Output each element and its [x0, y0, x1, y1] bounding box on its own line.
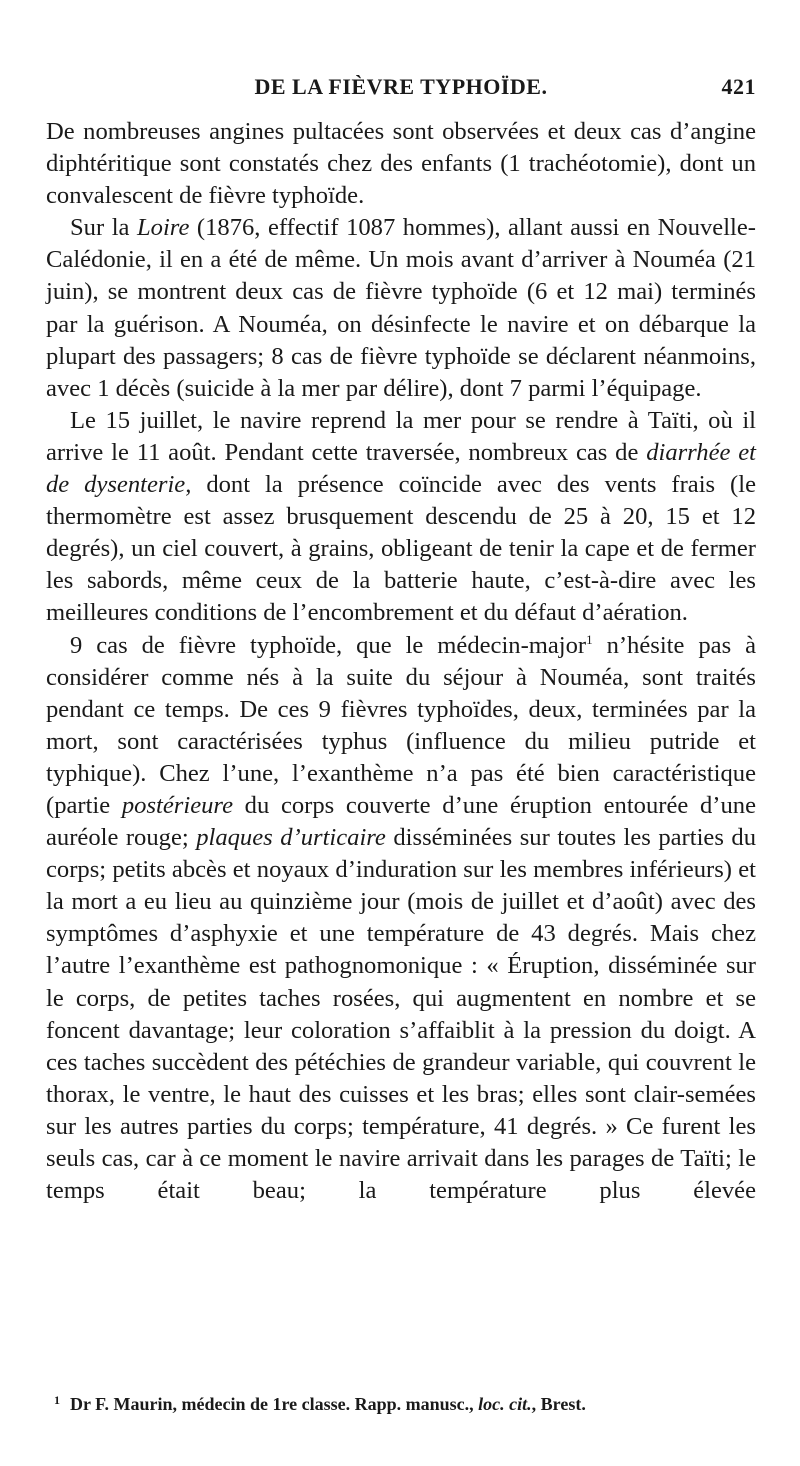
page: [46, 74, 756, 1207]
body-text: [46, 116, 756, 1207]
paragraph-text: n’hésite pas à considérer comme nés à la suite du séjour à Nouméa, sont traités pendant ce temps. De ces 9 fièvres typhoïdes, deux, terminées par la mort, sont caractérisées typhus (influence du milieu putride et typhique). Chez l’une, l’exanthème n’a pas été bien caractéristique (partie: [46, 631, 756, 819]
paragraph-text: dont la présence coïncide avec des vents frais (le thermomètre est assez brusquement descendu de 25 à 20, 15 et 12 degrés), un ciel couvert, à grains, obligeant de tenir la cape et de fermer les sabords, même ceux de la batterie haute, c’est-à-dire avec les meilleures conditions de l’encombrement et du défaut d’aération.: [46, 471, 757, 627]
paragraph-text: du corps couverte d’une éruption entourée d’une auréole rouge;: [46, 791, 756, 852]
page-number: 421: [721, 74, 756, 99]
paragraph-text: De nombreuses angines pultacées sont observées et deux cas d’angine diphtéritique sont constatés chez des enfants (1 trachéotomie), dont un convalescent de fièvre typhoïde.: [46, 118, 756, 210]
paragraph-text: Le 15 juillet, le navire reprend la mer pour se rendre à Taïti, où il arrive le 11 août. Pendant cette traversée, nombreux cas de: [46, 406, 756, 466]
footnote-reference: 1: [586, 631, 593, 647]
ship-name: Loire: [137, 214, 190, 242]
paragraph-text: Sur la: [70, 214, 137, 242]
footnote-italic: loc. cit.: [478, 1394, 532, 1414]
footnote-mark: 1: [54, 1393, 60, 1407]
paragraph-text: 9 cas de fièvre typhoïde, que le médecin-major: [70, 631, 587, 659]
paragraph-text: disséminées sur toutes les parties du corps; petits abcès et noyaux d’induration sur les membres inférieurs) et la mort a eu lieu au quinzième jour (mois de juillet et d’août) avec des symptômes d’asphyxie et une température de 43 degrés. Mais chez l’autre l’exanthème est pathognomonique : « Éruption, disséminée sur le corps, de petites taches rosées, qui augmentent en nombre et se foncent davantage; leur coloration s’affaiblit à la pression du doigt. A ces taches succèdent des pétéchies de grandeur variable, qui couvrent le thorax, le ventre, le haut des cuisses et les bras; elles sont clair-semées sur les autres parties du corps; température, 41 degrés. » Ce furent les seuls cas, car à ce moment le navire arrivait dans les parages de Taïti; le temps était beau; la température plus élevée: [46, 824, 756, 1205]
italic-term: diarrhée et de dysenterie,: [46, 438, 756, 499]
paragraph-text: (1876, effectif 1087 hommes), allant aussi en Nouvelle-Calédonie, il en a été de même. Un mois avant d’arriver à Nouméa (21 juin), se montrent deux cas de fièvre typhoïde (6 et 12 mai) terminés par la guérison. A Nouméa, on désinfecte le navire et on débarque la plupart des passagers; 8 cas de fièvre typhoïde se déclarent néanmoins, avec 1 décès (suicide à la mer par délire), dont 7 parmi l’équipage.: [46, 214, 756, 402]
paragraph-angines: [46, 116, 756, 212]
footnote: [46, 1393, 756, 1415]
paragraph-traversee: [46, 405, 756, 630]
running-title: DE LA FIÈVRE TYPHOÏDE.: [254, 74, 548, 99]
paragraph-loire: [46, 212, 756, 405]
italic-term: postérieure: [121, 791, 233, 819]
footnote-text: , Brest.: [531, 1394, 586, 1414]
italic-term: plaques d’urticaire: [196, 824, 386, 852]
footnote-text: Dr F. Maurin, médecin de 1re classe. Rapp. manusc.,: [70, 1394, 479, 1414]
paragraph-typhoid-cases: [46, 630, 756, 1208]
running-header: [46, 74, 756, 110]
